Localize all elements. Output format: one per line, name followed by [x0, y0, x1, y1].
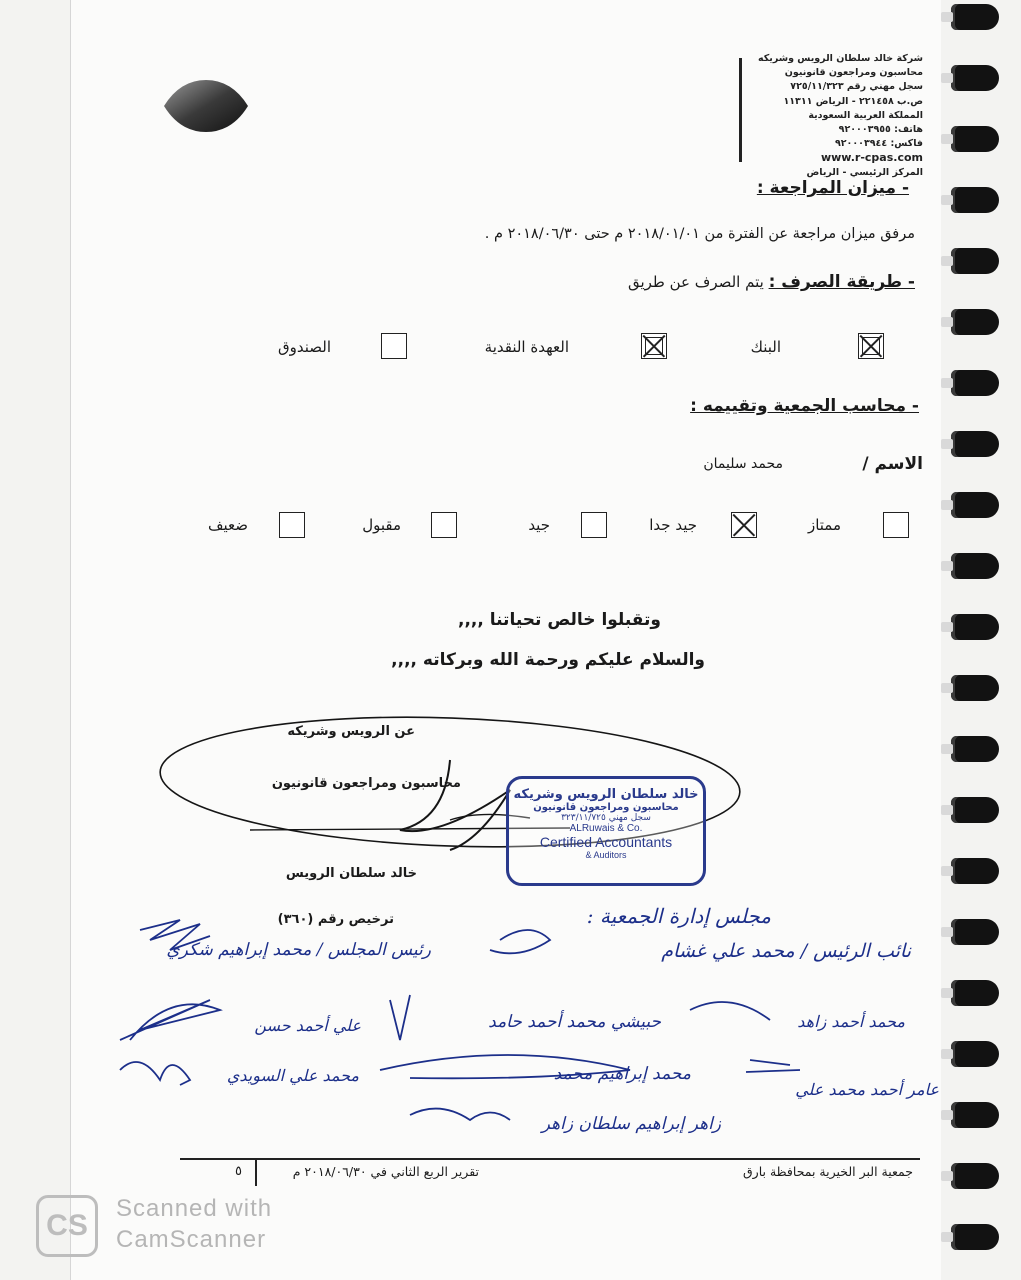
letterhead-line: هاتف: ٩٢٠٠٠٣٩٥٥ — [838, 124, 923, 136]
rating-excellent-label: ممتاز — [807, 516, 841, 534]
bank-label: البنك — [750, 338, 781, 356]
letterhead-line: سجل مهني رقم ٧٢٥/١١/٣٢٣ — [790, 81, 923, 93]
binding-coil — [951, 248, 999, 274]
rating-good-label: جيد — [528, 516, 550, 534]
fund-label: الصندوق — [277, 338, 331, 356]
signature-name: محمد إبراهيم محمد — [553, 1064, 691, 1084]
letterhead-line: المملكة العربية السعودية — [808, 109, 923, 121]
letterhead-line: ص.ب ٢٢١٤٥٨ - الرياض ١١٣١١ — [783, 95, 923, 107]
fund-checkbox[interactable] — [381, 333, 407, 359]
binding-coil — [951, 126, 999, 152]
camscanner-line-2: CamScanner — [116, 1226, 267, 1253]
binding-coil — [951, 614, 999, 640]
closing-line-1: وتقبلوا خالص تحياتنا ,,,, — [457, 610, 661, 630]
spiral-binding — [941, 0, 1021, 1280]
cash-custody-label: العهدة النقدية — [484, 338, 569, 356]
bank-checkbox[interactable] — [858, 333, 884, 359]
rating-weak-checkbox[interactable] — [279, 512, 305, 538]
cash-custody-checkbox[interactable] — [641, 333, 667, 359]
rating-very-good-checkbox[interactable] — [731, 512, 757, 538]
binding-coil — [951, 492, 999, 518]
signature-name: حبيشي محمد أحمد حامد — [488, 1012, 661, 1032]
stamp-line-2: محاسبون ومراجعون قانونيون — [533, 802, 679, 813]
footer-page-number: ٥ — [235, 1164, 242, 1179]
binding-coil — [951, 1102, 999, 1128]
payment-method-heading: - طريقة الصرف : — [768, 272, 915, 292]
binding-coil — [951, 370, 999, 396]
stamp-line-1: خالد سلطان الرويس وشريكه — [513, 787, 699, 802]
binding-coil — [951, 65, 999, 91]
letterhead-line: فاكس: ٩٢٠٠٠٣٩٤٤ — [834, 138, 923, 150]
signature-name: عامر أحمد محمد علي — [795, 1080, 939, 1099]
audit-balance-heading: - ميزان المراجعة : — [756, 178, 909, 198]
letterhead-line: شركة خالد سلطان الرويس وشريكه — [757, 53, 923, 64]
camscanner-line-1: Scanned with — [116, 1195, 273, 1222]
binding-coil — [951, 4, 999, 30]
firm-logo — [160, 76, 252, 136]
footer-org: جمعية البر الخيرية بمحافظة بارق — [742, 1164, 913, 1179]
binding-coil — [951, 858, 999, 884]
name-label: الاسم / — [862, 454, 923, 474]
payment-method-text: يتم الصرف عن طريق — [627, 273, 764, 291]
signature-name: زاهر إبراهيم سلطان زاهر — [541, 1114, 721, 1134]
rating-acceptable-checkbox[interactable] — [431, 512, 457, 538]
signature-name: رئيس المجلس / محمد إبراهيم شكري — [166, 940, 431, 960]
stamp-line-6: & Auditors — [585, 850, 627, 860]
binding-coil — [951, 553, 999, 579]
firm-line-3: خالد سلطان الرويس — [285, 866, 417, 881]
binding-coil — [951, 1224, 999, 1250]
binding-coil — [951, 675, 999, 701]
camscanner-logo: CS — [36, 1195, 98, 1257]
payment-method-row — [628, 272, 915, 292]
footer-separator — [255, 1160, 257, 1186]
stamp-line-4: ALRuwais & Co. — [569, 823, 643, 834]
letterhead-line: محاسبون ومراجعون قانونيون — [784, 67, 923, 79]
footer-rule — [180, 1158, 920, 1160]
camscanner-text — [116, 1193, 272, 1255]
closing-line-2: والسلام عليكم ورحمة الله وبركاته ,,,, — [391, 650, 705, 670]
binding-coil — [951, 919, 999, 945]
signature-flourishes — [110, 900, 950, 1150]
rating-weak-label: ضعيف — [207, 516, 248, 534]
signature-name: محمد أحمد زاهد — [797, 1012, 905, 1031]
firm-line-1: عن الرويس وشريكه — [287, 724, 415, 739]
rating-excellent-checkbox[interactable] — [883, 512, 909, 538]
binding-coil — [951, 187, 999, 213]
binding-coil — [951, 309, 999, 335]
binding-coil — [951, 736, 999, 762]
binding-coil — [951, 1163, 999, 1189]
rating-very-good-label: جيد جدا — [649, 516, 697, 534]
board-heading: مجلس إدارة الجمعية : — [586, 904, 771, 928]
rating-acceptable-label: مقبول — [362, 516, 401, 534]
binding-coil — [951, 1041, 999, 1067]
signature-name: محمد علي السويدي — [226, 1066, 359, 1085]
signature-name: علي أحمد حسن — [254, 1016, 361, 1035]
letterhead — [683, 52, 923, 180]
accountant-heading: - محاسب الجمعية وتقييمه : — [690, 396, 919, 416]
stamp-line-3: سجل مهني ٣٢٣/١١/٧٢٥ — [561, 813, 651, 823]
binding-coil — [951, 797, 999, 823]
letterhead-line: www.r-cpas.com — [820, 151, 923, 165]
footer-report: تقرير الربع الثاني في ٢٠١٨/٠٦/٣٠ م — [292, 1164, 479, 1179]
accountant-name: محمد سليمان — [703, 456, 783, 472]
company-stamp — [506, 776, 706, 886]
binding-coil — [951, 980, 999, 1006]
firm-line-2: محاسبون ومراجعون قانونيون — [271, 776, 461, 791]
stamp-line-5: Certified Accountants — [539, 834, 673, 850]
signature-name: نائب الرئيس / محمد علي غشام — [661, 940, 911, 962]
binding-coil — [951, 431, 999, 457]
rating-good-checkbox[interactable] — [581, 512, 607, 538]
audit-balance-text: مرفق ميزان مراجعة عن الفترة من ٢٠١٨/٠١/٠١ م حتى ٢٠١٨/٠٦/٣٠ م . — [484, 226, 915, 242]
license-number: ترخيص رقم (٣٦٠) — [277, 912, 394, 927]
letterhead-line: المركز الرئيسي - الرياض — [806, 166, 923, 178]
